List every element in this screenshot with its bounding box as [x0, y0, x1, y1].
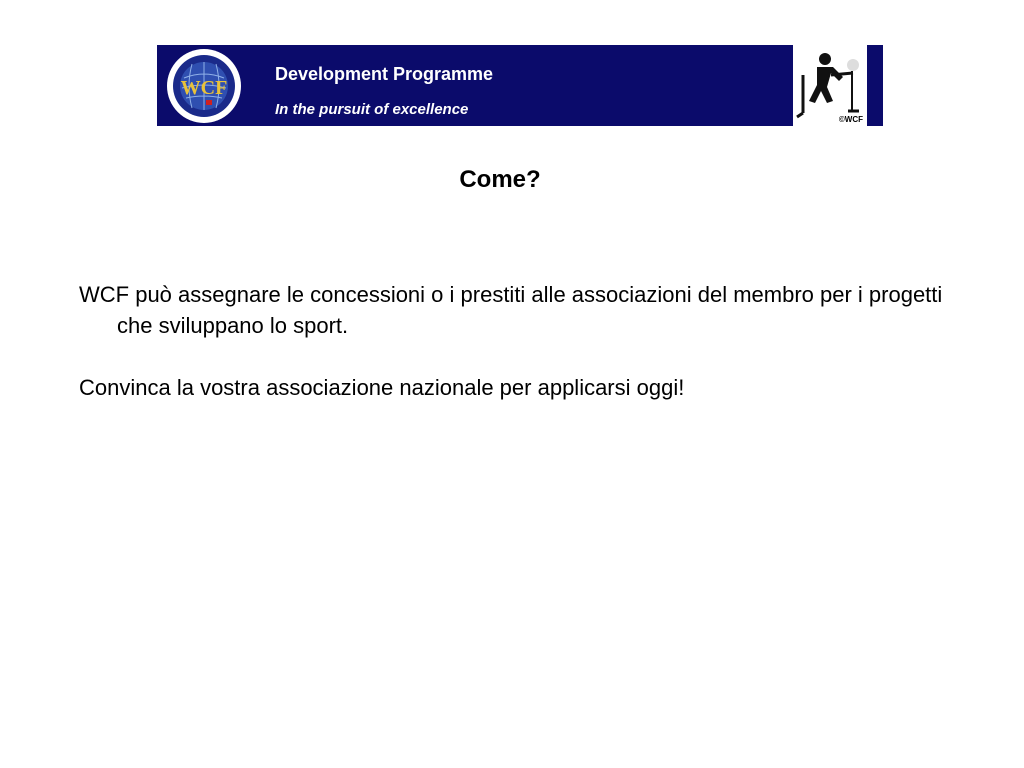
paragraph-2: Convinca la vostra associazione nazionale per applicarsi oggi!	[79, 375, 685, 400]
wcf-logo	[166, 48, 242, 124]
paragraph-1: WCF può assegnare le concessioni o i prestiti alle associazioni del membro per i progetti che sviluppano lo sport.	[79, 282, 943, 338]
banner-title: Development Programme	[275, 64, 494, 84]
page-title: Come?	[459, 166, 541, 193]
croquet-player-icon	[793, 45, 867, 126]
slide-body	[79, 279, 959, 403]
svg-text:WCF: WCF	[180, 77, 228, 99]
banner-subtitle: In the pursuit of excellence	[275, 101, 469, 118]
header-banner	[157, 45, 883, 126]
player-image	[793, 45, 867, 126]
copyright-label: ©WCF	[838, 115, 863, 124]
